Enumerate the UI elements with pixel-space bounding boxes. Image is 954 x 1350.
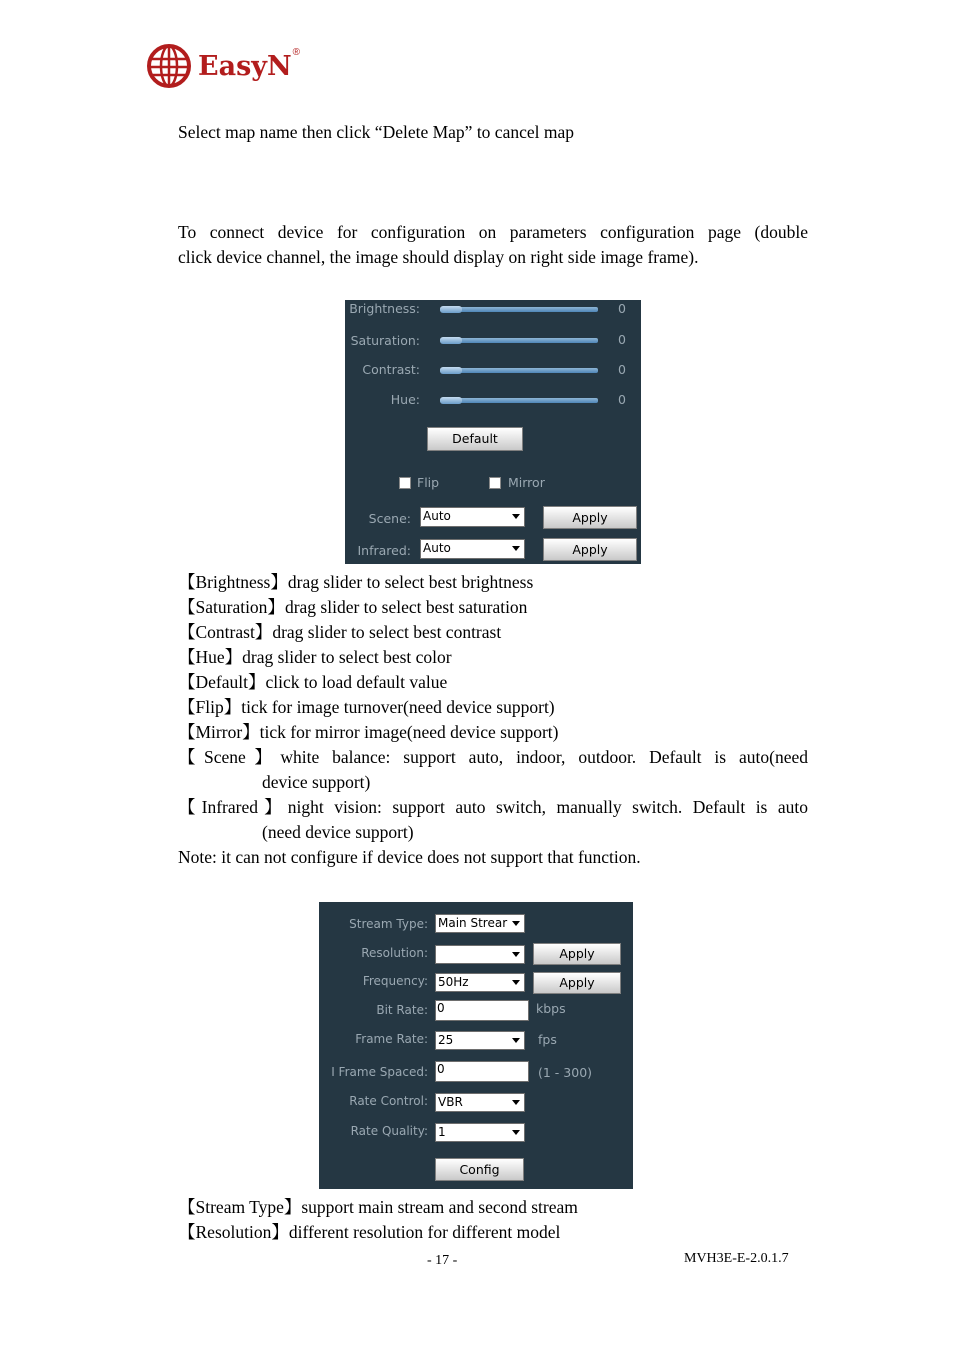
- hue-slider-track[interactable]: [440, 398, 598, 403]
- rate-quality-label: Rate Quality:: [350, 1124, 428, 1138]
- bit-rate-label: Bit Rate:: [376, 1003, 428, 1017]
- desc-key: 【Brightness】: [178, 572, 288, 592]
- desc-flip: [178, 695, 559, 720]
- note-text: Note: it can not configure if device does not support that function.: [178, 847, 641, 867]
- rate-control-value: VBR: [438, 1095, 463, 1109]
- flip-checkbox[interactable]: [399, 477, 411, 489]
- mirror-label: Mirror: [508, 475, 545, 490]
- default-button[interactable]: [427, 427, 523, 451]
- desc-text: drag slider to select best saturation: [284, 597, 528, 617]
- globe-logo-icon: [146, 43, 192, 89]
- desc-text: support main stream and second stream: [301, 1197, 578, 1217]
- desc-key: 【Stream Type】: [178, 1197, 302, 1217]
- brand-logo: [146, 42, 300, 90]
- bit-rate-input[interactable]: [435, 1000, 529, 1021]
- desc-brightness: [178, 570, 559, 595]
- stream-type-select[interactable]: [435, 914, 525, 933]
- iframe-spaced-range: (1 - 300): [538, 1065, 593, 1080]
- chevron-down-icon: [509, 541, 523, 557]
- frame-rate-value: 25: [438, 1033, 454, 1047]
- frequency-select[interactable]: [435, 973, 525, 992]
- brightness-value: 0: [618, 301, 626, 316]
- rate-quality-select[interactable]: [435, 1123, 525, 1142]
- desc-text: different resolution for different model: [288, 1222, 561, 1242]
- desc-contrast: [178, 620, 559, 645]
- resolution-apply-button[interactable]: [533, 943, 621, 965]
- frequency-value: 50Hz: [438, 975, 469, 989]
- hue-label: Hue:: [390, 392, 420, 407]
- desc-saturation: [178, 595, 559, 620]
- desc-stream-type: [178, 1195, 578, 1220]
- chevron-down-icon: [509, 1125, 523, 1140]
- desc-key: 【Resolution】: [178, 1222, 289, 1242]
- config-label: Config: [459, 1162, 500, 1177]
- apply-label: Apply: [559, 946, 595, 961]
- chevron-down-icon: [509, 1095, 523, 1110]
- mirror-checkbox[interactable]: [489, 477, 501, 489]
- saturation-slider-handle[interactable]: [440, 337, 462, 344]
- flip-label: Flip: [417, 475, 440, 490]
- iframe-spaced-label: I Frame Spaced:: [331, 1065, 428, 1079]
- scene-apply-button[interactable]: [543, 506, 637, 529]
- rate-control-label: Rate Control:: [349, 1094, 428, 1108]
- desc-key: 【Saturation】: [178, 597, 285, 617]
- page-number: - 17 -: [427, 1253, 458, 1268]
- desc-mirror: [178, 720, 559, 745]
- stream-type-value: Main Strear: [438, 916, 508, 930]
- desc-scene-line1: 【Scene】white balance: support auto, indoor, outdoor. Default is auto(need: [178, 747, 808, 767]
- config-button[interactable]: [435, 1158, 524, 1181]
- desc-hue: [178, 645, 559, 670]
- desc-text: tick for mirror image(need device support): [259, 722, 559, 742]
- desc-text: click to load default value: [265, 672, 448, 692]
- frame-rate-select[interactable]: [435, 1031, 525, 1050]
- contrast-label: Contrast:: [362, 362, 420, 377]
- desc-scene-line2: device support): [262, 772, 371, 792]
- desc-text: drag slider to select best contrast: [272, 622, 502, 642]
- chevron-down-icon: [509, 975, 523, 990]
- registered-mark: ®: [292, 46, 301, 58]
- apply-label: Apply: [572, 510, 608, 525]
- infrared-select[interactable]: [420, 539, 525, 559]
- frequency-apply-button[interactable]: [533, 972, 621, 994]
- infrared-label: Infrared:: [357, 543, 411, 558]
- brightness-slider-handle[interactable]: [440, 306, 462, 313]
- scene-select[interactable]: [420, 507, 525, 527]
- infrared-apply-button[interactable]: [543, 538, 637, 561]
- desc-text: drag slider to select best brightness: [287, 572, 534, 592]
- contrast-slider-handle[interactable]: [440, 367, 462, 374]
- bit-rate-value: 0: [437, 1001, 445, 1015]
- hue-slider-handle[interactable]: [440, 397, 462, 404]
- desc-key: 【Mirror】: [178, 722, 260, 742]
- contrast-value: 0: [618, 362, 626, 377]
- stream-descriptions: [178, 1195, 578, 1245]
- desc-key: 【Default】: [178, 672, 266, 692]
- desc-key: 【Hue】: [178, 647, 243, 667]
- apply-label: Apply: [572, 542, 608, 557]
- desc-infrared-line1: 【Infrared】night vision: support auto switch, manually switch. Default is auto: [178, 797, 808, 817]
- connect-para-line1: To connect device for configuration on parameters configuration page (double: [178, 222, 808, 242]
- image-settings-descriptions: [178, 570, 559, 745]
- delete-map-line: Select map name then click “Delete Map” to cancel map: [178, 122, 574, 142]
- frame-rate-label: Frame Rate:: [355, 1032, 428, 1046]
- rate-control-select[interactable]: [435, 1093, 525, 1112]
- saturation-label: Saturation:: [350, 333, 420, 348]
- saturation-slider-track[interactable]: [440, 338, 598, 343]
- brightness-slider-track[interactable]: [440, 307, 598, 312]
- frequency-label: Frequency:: [362, 974, 428, 988]
- saturation-value: 0: [618, 332, 626, 347]
- scene-label: Scene:: [368, 511, 411, 526]
- infrared-select-value: Auto: [423, 541, 451, 555]
- desc-key: 【Flip】: [178, 697, 242, 717]
- desc-infrared-line2: (need device support): [262, 822, 414, 842]
- desc-resolution: [178, 1220, 578, 1245]
- frame-rate-unit: fps: [538, 1032, 557, 1047]
- hue-value: 0: [618, 392, 626, 407]
- contrast-slider-track[interactable]: [440, 368, 598, 373]
- chevron-down-icon: [509, 509, 523, 525]
- default-button-label: Default: [452, 431, 498, 446]
- chevron-down-icon: [509, 916, 523, 931]
- chevron-down-icon: [509, 1033, 523, 1048]
- apply-label: Apply: [559, 975, 595, 990]
- brightness-label: Brightness:: [349, 301, 420, 316]
- connect-para-line2: click device channel, the image should display on right side image frame).: [178, 247, 699, 267]
- desc-default: [178, 670, 559, 695]
- image-settings-panel: [345, 300, 641, 564]
- iframe-spaced-input[interactable]: [435, 1061, 529, 1082]
- stream-settings-panel: [319, 902, 633, 1189]
- desc-key: 【Contrast】: [178, 622, 273, 642]
- chevron-down-icon: [509, 947, 523, 962]
- resolution-label: Resolution:: [361, 946, 428, 960]
- desc-text: tick for image turnover(need device support): [241, 697, 555, 717]
- rate-quality-value: 1: [438, 1125, 446, 1139]
- iframe-spaced-value: 0: [437, 1062, 445, 1076]
- brand-name: EasyN: [198, 50, 292, 82]
- bit-rate-unit: kbps: [536, 1001, 566, 1016]
- desc-text: drag slider to select best color: [242, 647, 452, 667]
- document-id: MVH3E-E-2.0.1.7: [684, 1251, 789, 1266]
- scene-select-value: Auto: [423, 509, 451, 523]
- resolution-select[interactable]: [435, 945, 525, 964]
- stream-type-label: Stream Type:: [349, 917, 428, 931]
